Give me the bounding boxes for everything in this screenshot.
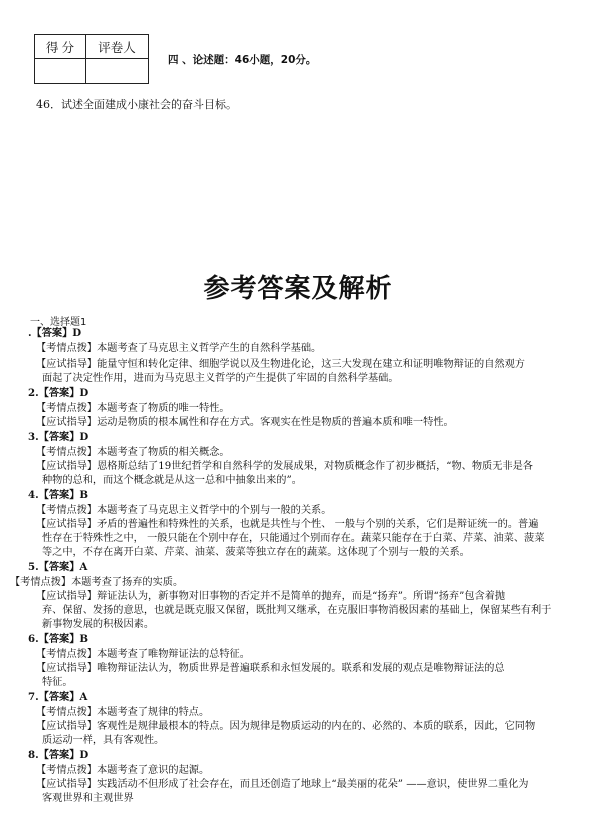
- answer-line: 【考情点拨】本题考查了物质的相关概念。: [36, 447, 230, 458]
- answer-line: 种物的总和，而这个概念就是从这一总和中抽象出来的”。: [42, 475, 302, 486]
- answer-line: 6.【答案】B: [28, 633, 88, 645]
- answer-line: 面起了决定性作用，进而为马克思主义哲学的产生提供了牢固的自然科学基础。: [42, 373, 399, 384]
- answer-line: .【答案】D: [28, 327, 82, 339]
- score-table: [34, 34, 149, 84]
- section-4-heading: 四 、论述题：46小题，20分。: [168, 54, 317, 66]
- question-46: 46．试述全面建成小康社会的奋斗目标。: [36, 98, 237, 111]
- answer-line: 【应试指导】运动是物质的根本属性和存在方式。客观实在性是物质的普遍本质和唯一特性。: [36, 417, 454, 428]
- answer-line: 5.【答案】A: [28, 561, 88, 573]
- answer-line: 【考情点拨】本题考查了规律的特点。: [36, 707, 210, 718]
- answer-line: 等之中，不存在离开白菜、芹菜、油菜、菠菜等独立存在的蔬菜。这体现了个别与一般的关系。: [42, 547, 470, 558]
- answer-line: 质运动一样，具有客观性。: [42, 735, 165, 746]
- answer-title: 参考答案及解析: [203, 274, 393, 304]
- answer-line: 【应试指导】唯物辩证法认为，物质世界是普遍联系和永恒发展的。联系和发展的观点是唯物辩证法的总: [36, 663, 505, 674]
- section-1-heading: 一、选择题1: [30, 317, 87, 328]
- score-cell-pingjuanren: [86, 59, 149, 84]
- answer-line: 【应试指导】实践活动不但形成了社会存在，而且还创造了地球上“最美丽的花朵” ——意识，使世界二重化为: [36, 779, 529, 790]
- score-header-defen: 得 分: [35, 35, 86, 59]
- answer-line: 8.【答案】D: [28, 749, 89, 761]
- answer-line: 【考情点拨】本题考查了马克思主义哲学产生的自然科学基础。: [36, 343, 322, 354]
- answer-line: 2.【答案】D: [28, 387, 89, 399]
- answer-line: 【应试指导】矛盾的普遍性和特殊性的关系，也就是共性与个性、 一般与个别的关系，它们是辩证统一的。普遍: [36, 519, 539, 530]
- answer-line: 【考情点拨】本题考查了唯物辩证法的总特征。: [36, 649, 250, 660]
- score-header-pingjuanren: 评卷人: [86, 35, 149, 59]
- answer-line: 7.【答案】A: [28, 691, 88, 703]
- answer-line: 3.【答案】D: [28, 431, 89, 443]
- answer-line: 新事物发展的积极因素。: [42, 619, 155, 630]
- answer-line: 客观世界和主观世界: [42, 793, 134, 804]
- answer-line: 【应试指导】能量守恒和转化定律、细胞学说以及生物进化论，这三大发现在建立和证明唯物辩证的自然观方: [36, 359, 525, 370]
- answer-line: 【应试指导】客观性是规律最根本的特点。因为规律是物质运动的内在的、必然的、本质的联系，因此，它同物: [36, 721, 536, 732]
- answer-line: 特征。: [42, 677, 73, 688]
- answer-line: 【考情点拨】本题考查了物质的唯一特性。: [36, 403, 230, 414]
- answer-line: 性存在于特殊性之中， 一般只能在个别中存在，只能通过个别而存在。蔬菜只能存在于白菜、芹菜、油菜、菠菜: [42, 533, 545, 544]
- answer-line: 【考情点拨】本题考查了马克思主义哲学中的个别与一般的关系。: [36, 505, 332, 516]
- answer-line: 4.【答案】B: [28, 489, 88, 501]
- answer-line: 【应试指导】恩格斯总结了19世纪哲学和自然科学的发展成果，对物质概念作了初步概括，“物、物质无非是各: [36, 461, 533, 472]
- answer-line: 弃、保留、发扬的意思，也就是既克服又保留，既批判又继承，在克服旧事物消极因素的基础上，保留某些有利于: [42, 605, 552, 616]
- answer-line: 【应试指导】辩证法认为，新事物对旧事物的否定并不是简单的抛弃，而是“扬弃”。所谓“扬弃”包含着抛: [36, 591, 506, 602]
- answer-line: 【考情点拨】本题考查了意识的起源。: [36, 765, 210, 776]
- answer-line: 【考情点拨】本题考查了扬弃的实质。: [10, 577, 184, 588]
- score-cell-defen: [35, 59, 86, 84]
